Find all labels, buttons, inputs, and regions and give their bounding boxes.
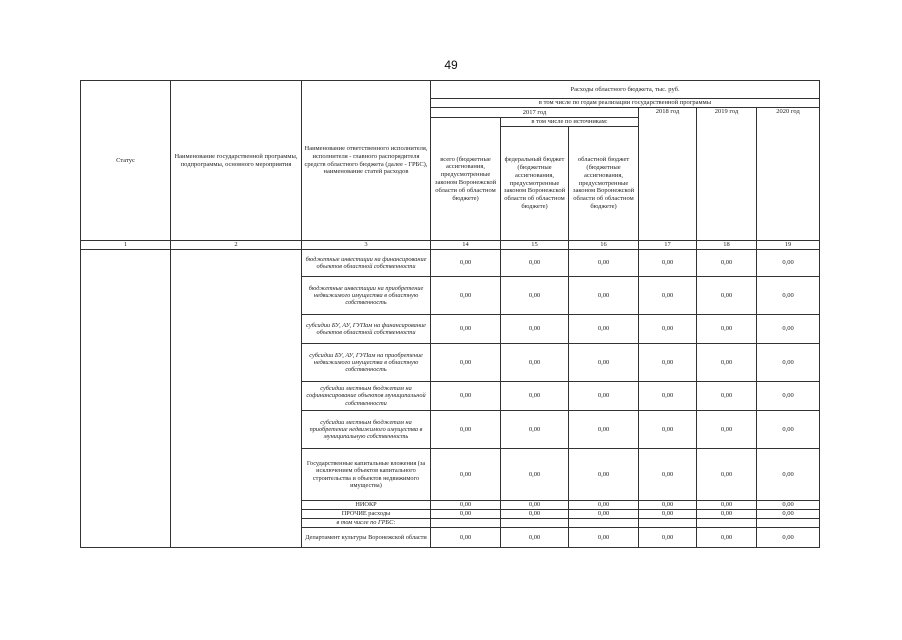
value-cell: 0,00 <box>431 528 501 548</box>
column-number: 1 <box>81 241 171 250</box>
value-cell: 0,00 <box>501 411 569 449</box>
expense-item-label: субсидии местным бюджетам на приобретение недвижимого имущества в муниципальную собственность <box>302 411 431 449</box>
column-number: 16 <box>569 241 639 250</box>
value-cell: 0,00 <box>431 315 501 344</box>
header-year-2019: 2019 год <box>697 108 757 241</box>
value-cell: 0,00 <box>697 528 757 548</box>
program-name-cell <box>171 250 302 548</box>
value-cell: 0,00 <box>757 315 820 344</box>
value-cell: 0,00 <box>569 501 639 510</box>
expense-item-label: субсидии БУ, АУ, ГУПам на финансирование объектов областной собственности <box>302 315 431 344</box>
value-cell: 0,00 <box>639 250 697 277</box>
expense-item-label: бюджетные инвестиции на финансирование объектов областной собственности <box>302 250 431 277</box>
value-cell: 0,00 <box>697 250 757 277</box>
value-cell: 0,00 <box>569 411 639 449</box>
column-number: 17 <box>639 241 697 250</box>
column-number: 2 <box>171 241 302 250</box>
value-cell <box>569 519 639 528</box>
header-program-name: Наименование государственной программы, подпрограммы, основного мероприятия <box>171 81 302 241</box>
value-cell: 0,00 <box>757 528 820 548</box>
value-cell: 0,00 <box>757 344 820 382</box>
budget-table <box>80 80 820 548</box>
value-cell: 0,00 <box>757 382 820 411</box>
expense-item-label: субсидии местным бюджетам на софинансирование объектов муниципальной собственности <box>302 382 431 411</box>
header-budget-expenses: Расходы областного бюджета, тыс. руб. <box>431 81 820 99</box>
value-cell: 0,00 <box>431 344 501 382</box>
value-cell: 0,00 <box>501 344 569 382</box>
value-cell: 0,00 <box>569 449 639 501</box>
expense-item-label: бюджетные инвестиции на приобретение недвижимого имущества в областную собственность <box>302 277 431 315</box>
header-by-sources: в том числе по источникам: <box>501 118 639 127</box>
value-cell: 0,00 <box>569 277 639 315</box>
value-cell <box>501 519 569 528</box>
expense-item-label: ПРОЧИЕ расходы <box>302 510 431 519</box>
value-cell: 0,00 <box>569 382 639 411</box>
value-cell: 0,00 <box>501 382 569 411</box>
value-cell: 0,00 <box>639 501 697 510</box>
value-cell: 0,00 <box>697 411 757 449</box>
value-cell: 0,00 <box>639 510 697 519</box>
value-cell: 0,00 <box>639 382 697 411</box>
value-cell: 0,00 <box>757 411 820 449</box>
value-cell: 0,00 <box>501 277 569 315</box>
expense-item-label: Департамент культуры Воронежской области <box>302 528 431 548</box>
value-cell: 0,00 <box>757 449 820 501</box>
value-cell: 0,00 <box>697 382 757 411</box>
value-cell <box>431 519 501 528</box>
column-number: 15 <box>501 241 569 250</box>
page-number: 49 <box>444 58 458 72</box>
value-cell: 0,00 <box>639 344 697 382</box>
expense-item-label: Государственные капитальные вложения (за исключением объектов капитального строительства и объектов недвижимого имущества) <box>302 449 431 501</box>
table-row <box>81 250 820 277</box>
header-status: Статус <box>81 81 171 241</box>
expense-item-label: в том числе по ГРБС: <box>302 519 431 528</box>
value-cell: 0,00 <box>431 449 501 501</box>
header-federal-column: федеральный бюджет (бюджетные ассигнования, предусмотренные законом Воронежской области об областном бюджете) <box>501 127 569 241</box>
column-number: 18 <box>697 241 757 250</box>
column-number: 19 <box>757 241 820 250</box>
value-cell: 0,00 <box>697 277 757 315</box>
header-year-2018: 2018 год <box>639 108 697 241</box>
value-cell: 0,00 <box>639 315 697 344</box>
value-cell: 0,00 <box>569 344 639 382</box>
header-by-years: в том числе по годам реализации государственной программы <box>431 99 820 108</box>
value-cell: 0,00 <box>639 528 697 548</box>
value-cell: 0,00 <box>757 501 820 510</box>
status-cell <box>81 250 171 548</box>
expense-item-label: субсидии БУ, АУ, ГУПам на приобретение недвижимого имущества в областную собственность <box>302 344 431 382</box>
header-total-column: всего (бюджетные ассигнования, предусмотренные законом Воронежской области об областном бюджете) <box>431 118 501 241</box>
header-regional-column: областной бюджет (бюджетные ассигнования, предусмотренные законом Воронежской области об областном бюджете) <box>569 127 639 241</box>
value-cell: 0,00 <box>757 510 820 519</box>
value-cell: 0,00 <box>569 528 639 548</box>
value-cell: 0,00 <box>431 250 501 277</box>
value-cell: 0,00 <box>569 315 639 344</box>
value-cell: 0,00 <box>639 411 697 449</box>
column-number-row <box>81 241 820 250</box>
column-number: 14 <box>431 241 501 250</box>
header-year-2020: 2020 год <box>757 108 820 241</box>
header-year-2017: 2017 год <box>431 108 639 118</box>
value-cell: 0,00 <box>569 510 639 519</box>
value-cell: 0,00 <box>639 277 697 315</box>
value-cell: 0,00 <box>501 528 569 548</box>
value-cell: 0,00 <box>501 510 569 519</box>
value-cell: 0,00 <box>697 510 757 519</box>
value-cell: 0,00 <box>757 277 820 315</box>
value-cell <box>639 519 697 528</box>
value-cell <box>757 519 820 528</box>
value-cell: 0,00 <box>697 501 757 510</box>
value-cell: 0,00 <box>431 411 501 449</box>
value-cell: 0,00 <box>697 344 757 382</box>
value-cell <box>697 519 757 528</box>
value-cell: 0,00 <box>697 315 757 344</box>
expense-item-label: НИОКР <box>302 501 431 510</box>
value-cell: 0,00 <box>431 382 501 411</box>
header-executor-name: Наименование ответственного исполнителя, исполнителя - главного распорядителя средств областного бюджета (далее - ГРБС), наименование статей расходов <box>302 81 431 241</box>
value-cell: 0,00 <box>431 501 501 510</box>
value-cell: 0,00 <box>501 250 569 277</box>
value-cell: 0,00 <box>431 510 501 519</box>
value-cell: 0,00 <box>501 449 569 501</box>
value-cell: 0,00 <box>501 501 569 510</box>
column-number: 3 <box>302 241 431 250</box>
value-cell: 0,00 <box>697 449 757 501</box>
value-cell: 0,00 <box>639 449 697 501</box>
value-cell: 0,00 <box>431 277 501 315</box>
value-cell: 0,00 <box>569 250 639 277</box>
value-cell: 0,00 <box>757 250 820 277</box>
value-cell: 0,00 <box>501 315 569 344</box>
